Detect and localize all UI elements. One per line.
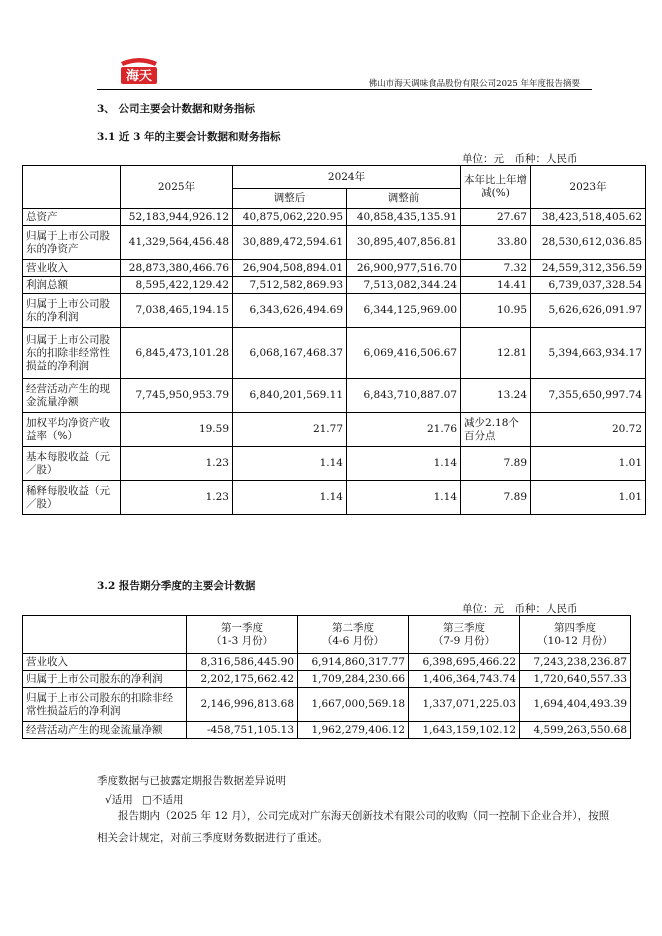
col-change: 本年比上年增减(%) xyxy=(461,166,531,209)
row-label: 稀释每股收益（元／股） xyxy=(23,481,121,515)
quarter-name: 第四季度 xyxy=(554,621,596,634)
value-q3: 1,643,159,102.12 xyxy=(409,722,520,739)
value-change: 7.89 xyxy=(461,481,531,515)
row-label: 营业收入 xyxy=(23,260,121,277)
row-label: 营业收入 xyxy=(23,654,187,671)
table-row xyxy=(23,379,646,413)
value-2024-adjusted-before: 6,843,710,887.07 xyxy=(347,379,461,413)
row-label: 经营活动产生的现金流量净额 xyxy=(23,722,187,739)
value-change: 27.67 xyxy=(461,209,531,226)
table-row xyxy=(23,260,646,277)
quarter-name: 第二季度 xyxy=(332,621,374,634)
value-2024-adjusted-after: 6,343,626,494.69 xyxy=(233,294,347,328)
value-2024-adjusted-before: 6,069,416,506.67 xyxy=(347,328,461,379)
value-q4: 1,694,404,493.39 xyxy=(520,688,631,722)
value-2024-adjusted-before: 1.14 xyxy=(347,481,461,515)
value-change: 7.89 xyxy=(461,447,531,481)
quarter-months: （10-12 月份） xyxy=(537,634,613,647)
row-label: 基本每股收益（元／股） xyxy=(23,447,121,481)
value-q1: 8,316,586,445.90 xyxy=(187,654,298,671)
row-label: 归属于上市公司股东的净利润 xyxy=(23,294,121,328)
value-q2: 1,962,279,406.12 xyxy=(298,722,409,739)
table-row xyxy=(23,654,631,671)
value-2024-adjusted-after: 6,068,167,468.37 xyxy=(233,328,347,379)
value-2024-adjusted-before: 1.14 xyxy=(347,447,461,481)
col-2025: 2025年 xyxy=(121,166,233,209)
quarterly-financial-table xyxy=(22,615,631,739)
value-2025: 6,845,473,101.28 xyxy=(121,328,233,379)
quarterly-diff-note: 季度数据与已披露定期报告数据差异说明 xyxy=(97,775,286,787)
row-header-blank xyxy=(23,166,121,209)
value-change: 12.81 xyxy=(461,328,531,379)
table-row xyxy=(23,722,631,739)
value-change: 33.80 xyxy=(461,226,531,260)
subsection-heading-3-1: 3.1 近 3 年的主要会计数据和财务指标 xyxy=(97,131,281,143)
value-2024-adjusted-after: 1.14 xyxy=(233,447,347,481)
value-2023: 38,423,518,405.62 xyxy=(531,209,646,226)
value-2023: 5,394,663,934.17 xyxy=(531,328,646,379)
value-q3: 1,337,071,225.03 xyxy=(409,688,520,722)
col-quarter-1 xyxy=(187,616,298,654)
company-logo xyxy=(117,56,161,86)
row-label: 加权平均净资产收益率（%） xyxy=(23,413,121,447)
quarter-months: （7-9 月份） xyxy=(432,634,496,647)
value-2024-adjusted-after: 30,889,472,594.61 xyxy=(233,226,347,260)
value-q4: 1,720,640,557.33 xyxy=(520,671,631,688)
value-q2: 6,914,860,317.77 xyxy=(298,654,409,671)
value-2025: 19.59 xyxy=(121,413,233,447)
table-row xyxy=(23,481,646,515)
col-quarter-2 xyxy=(298,616,409,654)
value-2025: 28,873,380,466.76 xyxy=(121,260,233,277)
value-2024-adjusted-after: 26,904,508,894.01 xyxy=(233,260,347,277)
subsection-heading-3-2: 3.2 报告期分季度的主要会计数据 xyxy=(97,580,256,592)
value-2024-adjusted-after: 21.77 xyxy=(233,413,347,447)
value-q4: 7,243,238,236.87 xyxy=(520,654,631,671)
table-row xyxy=(23,328,646,379)
table-row xyxy=(23,671,631,688)
value-2025: 7,038,465,194.15 xyxy=(121,294,233,328)
unit-currency-line: 单位：元 币种：人民币 xyxy=(462,153,578,165)
value-2024-adjusted-before: 30,895,407,856.81 xyxy=(347,226,461,260)
value-2025: 7,745,950,953.79 xyxy=(121,379,233,413)
value-q1: -458,751,105.13 xyxy=(187,722,298,739)
value-2023: 24,559,312,356.59 xyxy=(531,260,646,277)
value-q3: 1,406,364,743.74 xyxy=(409,671,520,688)
value-q2: 1,667,000,569.18 xyxy=(298,688,409,722)
col-adjusted-after: 调整后 xyxy=(233,189,347,209)
row-label: 归属于上市公司股东的净利润 xyxy=(23,671,187,688)
row-label: 利润总额 xyxy=(23,277,121,294)
value-q1: 2,146,996,813.68 xyxy=(187,688,298,722)
table-row xyxy=(23,294,646,328)
value-q3: 6,398,695,466.22 xyxy=(409,654,520,671)
value-2024-adjusted-after: 6,840,201,569.11 xyxy=(233,379,347,413)
value-2023: 1.01 xyxy=(531,447,646,481)
row-label: 归属于上市公司股东的净资产 xyxy=(23,226,121,260)
col-2023: 2023年 xyxy=(531,166,646,209)
value-2024-adjusted-after: 40,875,062,220.95 xyxy=(233,209,347,226)
col-2024: 2024年 xyxy=(233,166,461,189)
value-change: 10.95 xyxy=(461,294,531,328)
quarter-name: 第一季度 xyxy=(221,621,263,634)
col-adjusted-before: 调整前 xyxy=(347,189,461,209)
value-change: 减少2.18个百分点 xyxy=(461,413,531,447)
quarter-months: （1-3 月份） xyxy=(210,634,274,647)
value-2024-adjusted-before: 40,858,435,135.91 xyxy=(347,209,461,226)
value-2024-adjusted-before: 7,513,082,344.24 xyxy=(347,277,461,294)
quarter-name: 第三季度 xyxy=(443,621,485,634)
value-2023: 5,626,626,091.97 xyxy=(531,294,646,328)
row-label: 归属于上市公司股东的扣除非经常性损益后的净利润 xyxy=(23,688,187,722)
row-label: 归属于上市公司股东的扣除非经常性损益的净利润 xyxy=(23,328,121,379)
value-q4: 4,599,263,550.68 xyxy=(520,722,631,739)
col-quarter-4 xyxy=(520,616,631,654)
quarter-months: （4-6 月份） xyxy=(321,634,385,647)
value-2024-adjusted-after: 7,512,582,869.93 xyxy=(233,277,347,294)
section-heading: 3、 公司主要会计数据和财务指标 xyxy=(97,103,255,115)
row-header-blank xyxy=(23,616,187,654)
value-2023: 1.01 xyxy=(531,481,646,515)
value-2023: 6,739,037,328.54 xyxy=(531,277,646,294)
value-2025: 1.23 xyxy=(121,481,233,515)
value-q1: 2,202,175,662.42 xyxy=(187,671,298,688)
report-header-title: 佛山市海天调味食品股份有限公司2025 年年度报告摘要 xyxy=(368,79,580,89)
value-2024-adjusted-before: 6,344,125,969.00 xyxy=(347,294,461,328)
table-row xyxy=(23,447,646,481)
value-2025: 8,595,422,129.42 xyxy=(121,277,233,294)
value-2023: 28,530,612,036.85 xyxy=(531,226,646,260)
row-label: 经营活动产生的现金流量净额 xyxy=(23,379,121,413)
value-2024-adjusted-before: 26,900,977,516.70 xyxy=(347,260,461,277)
logo-text: 海天 xyxy=(125,69,153,84)
restatement-paragraph: 报告期内（2025 年 12 月），公司完成对广东海天创新技术有限公司的收购（同一控制下企业合并），按照相关会计规定，对前三季度财务数据进行了重述。 xyxy=(97,810,610,844)
value-change: 14.41 xyxy=(461,277,531,294)
annual-financial-table xyxy=(22,165,646,515)
table-row xyxy=(23,226,646,260)
value-2023: 7,355,650,997.74 xyxy=(531,379,646,413)
table-row xyxy=(23,688,631,722)
table-row xyxy=(23,413,646,447)
option-not-applicable: □不适用 xyxy=(142,794,184,806)
col-quarter-3 xyxy=(409,616,520,654)
header-divider xyxy=(97,89,592,90)
row-label: 总资产 xyxy=(23,209,121,226)
value-2024-adjusted-after: 1.14 xyxy=(233,481,347,515)
value-2025: 1.23 xyxy=(121,447,233,481)
value-2024-adjusted-before: 21.76 xyxy=(347,413,461,447)
value-q2: 1,709,284,230.66 xyxy=(298,671,409,688)
table-row xyxy=(23,277,646,294)
table-row xyxy=(23,209,646,226)
value-2023: 20.72 xyxy=(531,413,646,447)
value-change: 13.24 xyxy=(461,379,531,413)
value-change: 7.32 xyxy=(461,260,531,277)
value-2025: 52,183,944,926.12 xyxy=(121,209,233,226)
value-2025: 41,329,564,456.48 xyxy=(121,226,233,260)
option-applicable: √适用 xyxy=(105,794,133,806)
unit-currency-line-2: 单位：元 币种：人民币 xyxy=(462,603,578,615)
